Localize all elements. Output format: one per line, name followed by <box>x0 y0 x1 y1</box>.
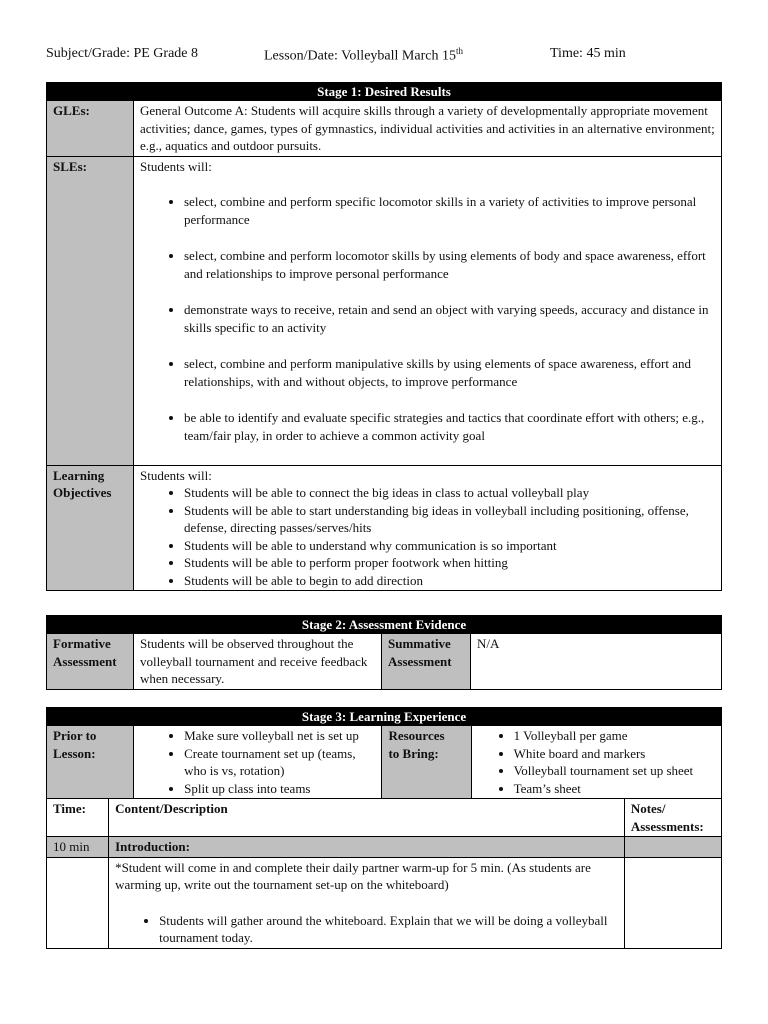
list-item: • Students will be able to perform proper footwork when hitting <box>184 554 715 572</box>
intro-content-row <box>47 857 722 948</box>
resources-cell <box>471 726 721 799</box>
sles-cell <box>134 156 722 465</box>
prior-label: Prior to Lesson: <box>47 726 134 799</box>
stage1-table <box>46 82 722 591</box>
gles-row <box>47 101 722 157</box>
stage1-title-row <box>47 83 722 101</box>
gles-label: GLEs: <box>47 101 134 157</box>
list-item: • be able to identify and evaluate specific strategies and tactics that coordinate effort with others; e.g., team/fair play, in order to achieve a common activity goal <box>184 409 715 444</box>
sles-intro: Students will: <box>140 158 212 174</box>
intro-time: 10 min <box>47 837 109 858</box>
gles-text: General Outcome A: Students will acquire skills through a variety of developmentally appropriate movement activities; dance, games, types of gymnastics, individual activities and activities in an alternative environment; e.g., aquatics and outdoor pursuits. <box>134 101 722 157</box>
objectives-row <box>47 465 722 591</box>
summative-text: N/A <box>471 634 722 690</box>
list-item: • Team’s sheet <box>514 780 715 798</box>
summative-label: Summative Assessment <box>382 634 471 690</box>
list-item: • Students will be able to understand why communication is so important <box>184 537 715 555</box>
assessment-row <box>47 634 722 690</box>
intro-header-row <box>47 837 722 858</box>
list-item: • select, combine and perform locomotor skills by using elements of body and space awareness, effort and relationships to improve personal performance <box>184 247 715 282</box>
prep-row <box>47 726 722 799</box>
formative-text: Students will be observed throughout the volleyball tournament and receive feedback when necessary. <box>134 634 382 690</box>
list-item: • Students will be able to begin to add direction <box>184 572 715 590</box>
formative-label: Formative Assessment <box>47 634 134 690</box>
sles-row <box>47 156 722 465</box>
intro-list <box>115 912 618 947</box>
list-item: • Students will gather around the whiteboard. Explain that we will be doing a volleyball tournament today. <box>159 912 618 947</box>
sles-list <box>140 193 715 444</box>
prior-cell <box>134 726 382 799</box>
list-item: • select, combine and perform manipulative skills by using elements of space awareness, effort and relationships, with and without objects, to improve performance <box>184 355 715 390</box>
list-item: • Students will be able to start understanding big ideas in volleyball including positioning, offense, defense, directing passes/serves/hits <box>184 502 715 537</box>
intro-notes <box>624 837 721 858</box>
sles-label: SLEs: <box>47 156 134 465</box>
list-item: • select, combine and perform specific locomotor skills in a variety of activities to improve personal performance <box>184 193 715 228</box>
list-item: • Split up class into teams <box>184 780 375 798</box>
intro-notes-empty <box>624 857 721 948</box>
col-content-header: Content/Description <box>109 799 625 837</box>
intro-title: Introduction: <box>109 837 625 858</box>
list-item: • Volleyball tournament set up sheet <box>514 762 715 780</box>
prior-list <box>140 727 375 797</box>
stage3-title-row <box>47 708 722 726</box>
objectives-list <box>140 484 715 589</box>
lesson-time: Time: 45 min <box>550 46 626 61</box>
stage2-title: Stage 2: Assessment Evidence <box>47 616 722 634</box>
intro-text: *Student will come in and complete their daily partner warm-up for 5 min. (As students are warming up, write out the tournament set-up on the whiteboard) <box>115 859 591 892</box>
list-item: • Create tournament set up (teams, who is vs, rotation) <box>184 745 375 780</box>
list-item: • Make sure volleyball net is set up <box>184 727 375 745</box>
col-time-header: Time: <box>47 799 109 837</box>
stage2-table <box>46 615 722 690</box>
objectives-label: Learning Objectives <box>47 465 134 591</box>
intro-time-empty <box>47 857 109 948</box>
stage1-title: Stage 1: Desired Results <box>47 83 722 101</box>
list-item: • demonstrate ways to receive, retain and send an object with varying speeds, accuracy and distance in skills specific to an activity <box>184 301 715 336</box>
resources-list <box>478 727 715 797</box>
list-item: • 1 Volleyball per game <box>514 727 715 745</box>
stage2-title-row <box>47 616 722 634</box>
col-notes-header: Notes/ Assessments: <box>624 799 721 837</box>
intro-content <box>109 857 625 948</box>
column-header-row <box>47 799 722 837</box>
objectives-intro: Students will: <box>140 467 212 483</box>
list-item: • Students will be able to connect the big ideas in class to actual volleyball play <box>184 484 715 502</box>
stage3-title: Stage 3: Learning Experience <box>47 708 722 726</box>
lesson-header <box>46 46 736 66</box>
subject-grade: Subject/Grade: PE Grade 8 <box>46 46 199 61</box>
lesson-date: Lesson/Date: Volleyball March 15th <box>264 46 463 64</box>
resources-label: Resources to Bring: <box>382 726 471 799</box>
stage3-table <box>46 707 722 949</box>
objectives-cell <box>134 465 722 591</box>
list-item: • White board and markers <box>514 745 715 763</box>
